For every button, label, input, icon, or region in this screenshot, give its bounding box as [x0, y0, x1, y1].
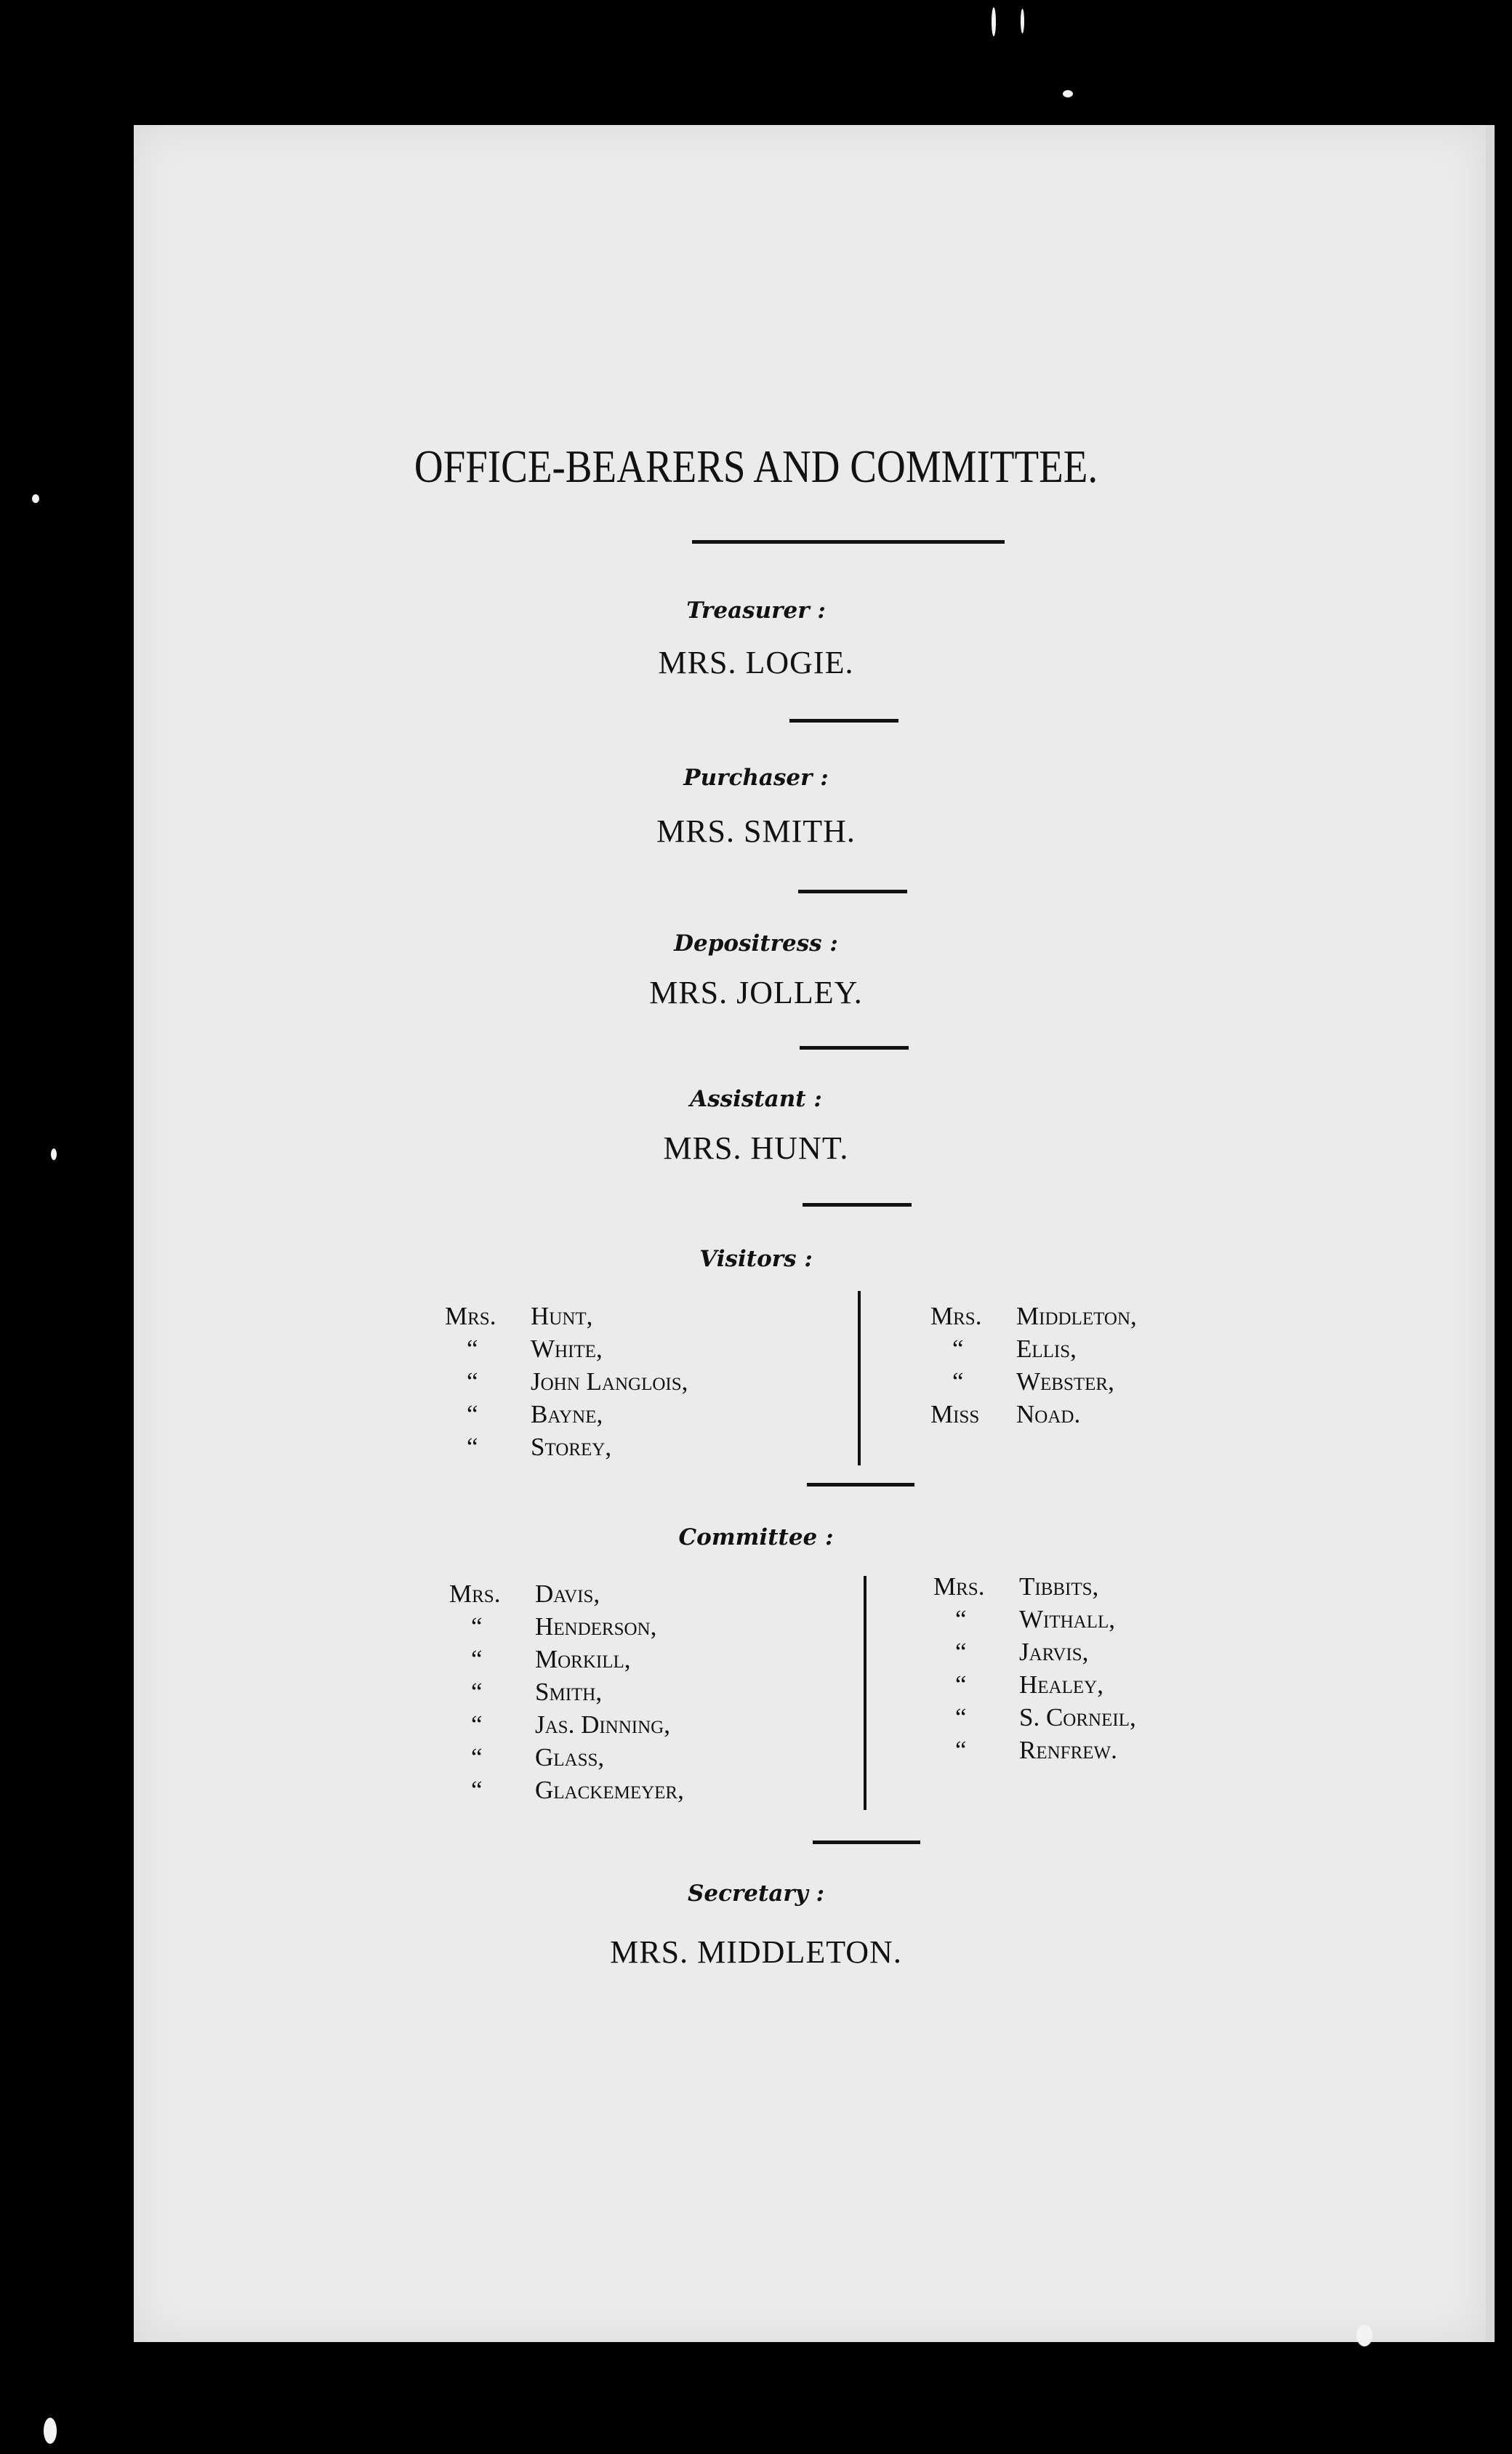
column-divider — [864, 1576, 866, 1810]
list-item: “ Withall, — [955, 1605, 1116, 1633]
committee-right-column — [933, 1570, 1136, 1766]
visitors-left-column — [445, 1300, 688, 1463]
list-item: “ Jas. Dinning, — [471, 1710, 670, 1739]
list-item: “ S. Corneil, — [955, 1703, 1136, 1731]
list-item: “ Ellis, — [952, 1335, 1077, 1363]
scan-speck — [1021, 9, 1024, 33]
treasurer-label: Treasurer : — [686, 598, 826, 624]
list-item: “ Smith, — [471, 1678, 603, 1706]
list-item: “ Renfrew. — [955, 1736, 1117, 1764]
visitors-right-column — [930, 1300, 1137, 1431]
scan-speck — [1063, 90, 1073, 97]
list-item: Mrs. Tibbits, — [933, 1572, 1099, 1601]
assistant-label: Assistant : — [690, 1086, 822, 1112]
section-rule — [800, 1046, 909, 1050]
list-item: Miss Noad. — [930, 1400, 1081, 1428]
purchaser-label: Purchaser : — [683, 765, 829, 791]
section-rule — [798, 890, 907, 893]
list-item: “ Glackemeyer, — [471, 1776, 684, 1804]
secretary-name: MRS. MIDDLETON. — [610, 1934, 902, 1970]
list-item: “ Bayne, — [467, 1400, 603, 1428]
secretary-label: Secretary : — [687, 1880, 825, 1907]
list-item: “ Glass, — [471, 1743, 605, 1771]
column-divider — [858, 1291, 861, 1465]
section-rule — [789, 719, 898, 723]
list-item: “ Jarvis, — [955, 1638, 1089, 1666]
list-item: Mrs. Hunt, — [445, 1302, 593, 1330]
list-item: “ Healey, — [955, 1670, 1103, 1699]
page-title: OFFICE-BEARERS AND COMMITTEE. — [414, 440, 1098, 492]
section-rule — [803, 1203, 912, 1207]
depositress-label: Depositress : — [674, 930, 838, 957]
scan-speck — [44, 2418, 57, 2444]
list-item: Mrs. Middleton, — [930, 1302, 1137, 1330]
depositress-name: MRS. JOLLEY. — [649, 975, 863, 1010]
list-item: “ Storey, — [467, 1433, 612, 1461]
scan-speck — [1356, 2325, 1372, 2346]
treasurer-name: MRS. LOGIE. — [658, 645, 854, 680]
visitors-label: Visitors : — [699, 1246, 813, 1272]
scan-speck — [32, 494, 39, 503]
list-item: Mrs. Davis, — [449, 1580, 600, 1608]
list-item: “ Morkill, — [471, 1645, 631, 1673]
list-item: “ White, — [467, 1335, 603, 1363]
title-rule — [692, 540, 1005, 544]
assistant-name: MRS. HUNT. — [663, 1130, 849, 1166]
list-item: “ Henderson, — [471, 1612, 657, 1641]
section-rule — [807, 1483, 914, 1487]
list-item: “ John Langlois, — [467, 1367, 688, 1396]
purchaser-name: MRS. SMITH. — [656, 813, 856, 849]
committee-label: Committee : — [678, 1524, 834, 1550]
list-item: “ Webster, — [952, 1367, 1114, 1396]
scan-speck — [992, 7, 996, 36]
page-edge — [1486, 125, 1495, 2342]
section-rule — [813, 1840, 920, 1844]
committee-left-column — [449, 1577, 684, 1806]
